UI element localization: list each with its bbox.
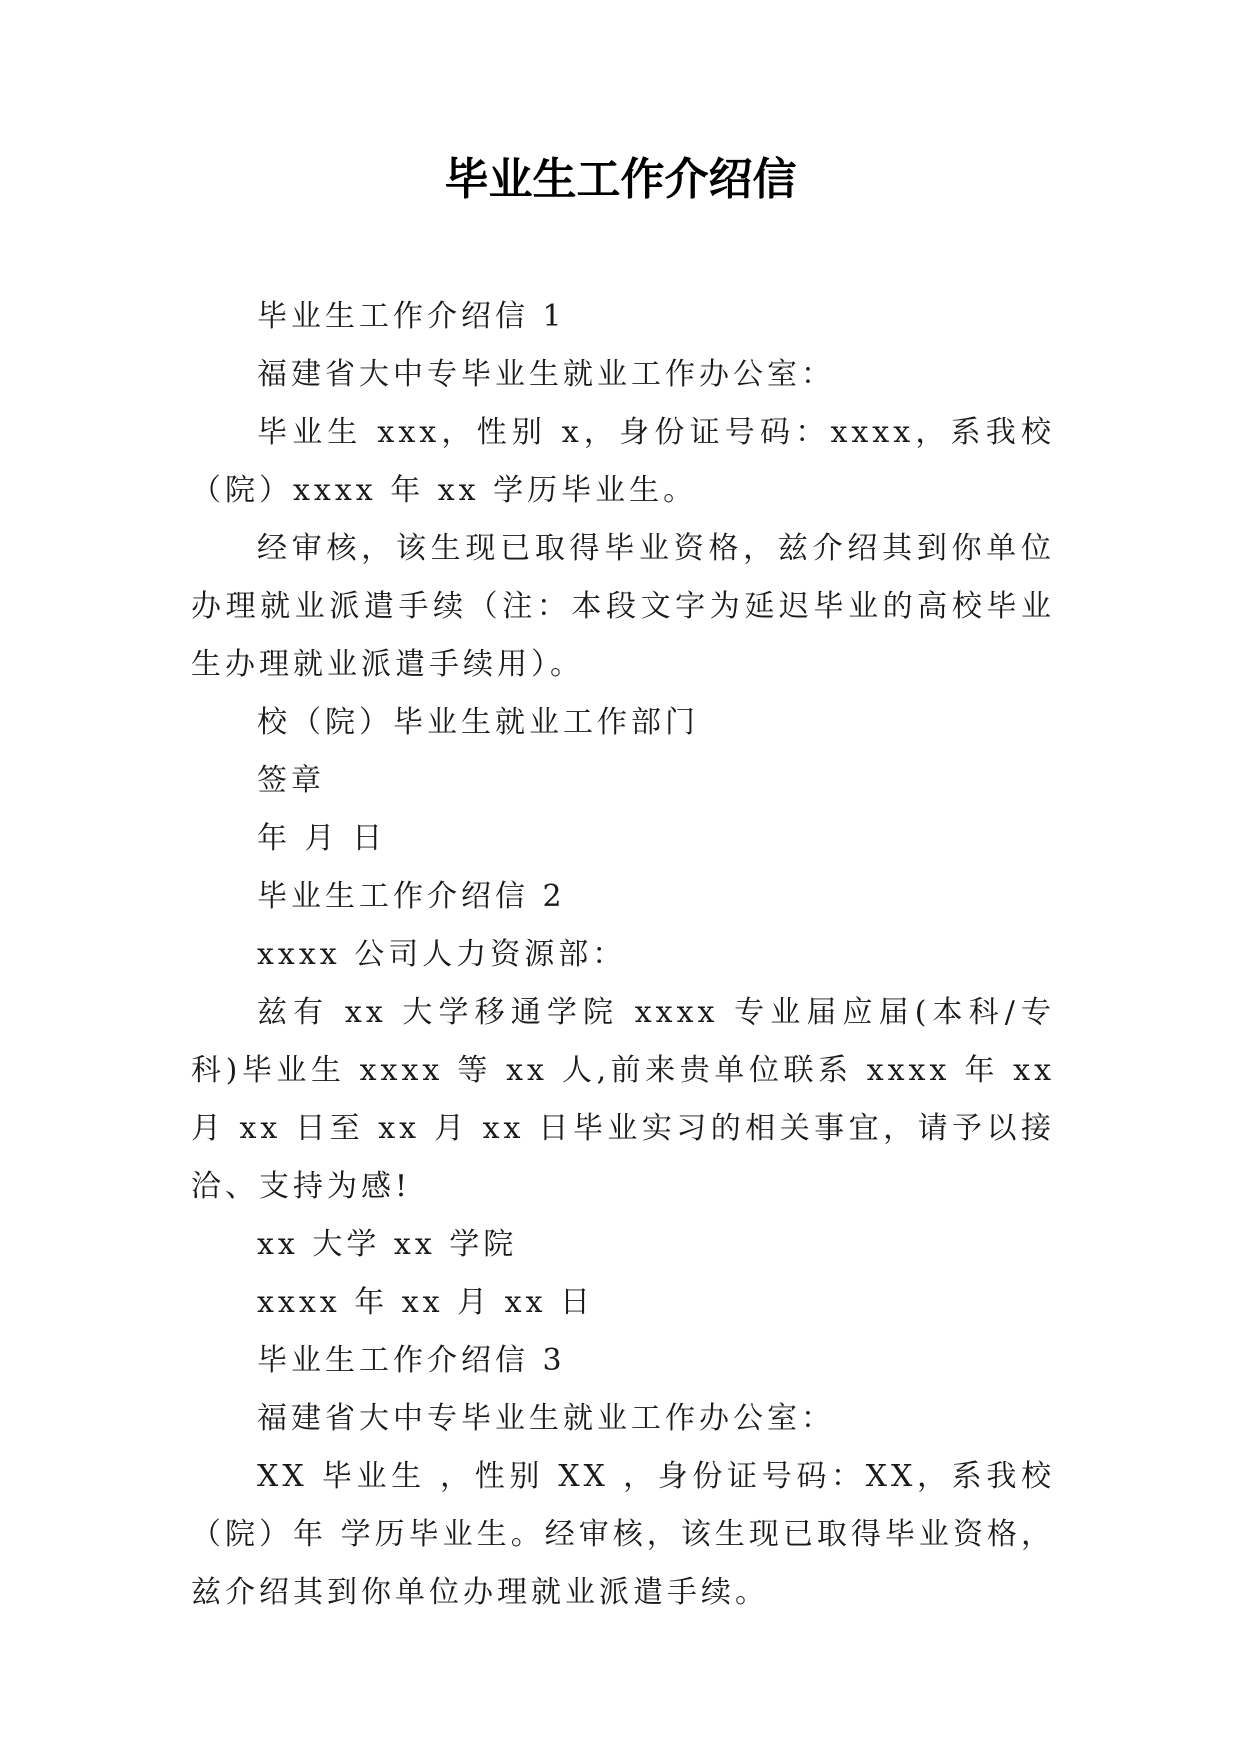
letter-1-seal: 签章 <box>257 763 325 798</box>
letter-1-heading: 毕业生工作介绍信 1 <box>257 299 566 334</box>
letter-1-recipient: 福建省大中专毕业生就业工作办公室： <box>257 357 835 392</box>
letter-3-heading: 毕业生工作介绍信 3 <box>257 1343 566 1378</box>
letter-1-issuer: 校（院）毕业生就业工作部门 <box>257 705 699 740</box>
letter-3-body: XX 毕业生 ，性别 XX ，身份证号码：XX，系我校（院）年 学历毕业生。经审核，该生现已取得毕业资格，兹介绍其到你单位办理就业派遣手续。 <box>191 1459 1055 1610</box>
letter-2-heading: 毕业生工作介绍信 2 <box>257 879 566 914</box>
document-title: 毕业生工作介绍信 <box>444 154 797 205</box>
letter-2-recipient: xxxx 公司人力资源部： <box>257 937 627 972</box>
letter-1-date: 年 月 日 <box>257 821 387 856</box>
letter-2-date: xxxx 年 xx 月 xx 日 <box>257 1285 595 1320</box>
letter-2-issuer: xx 大学 xx 学院 <box>257 1227 518 1262</box>
letter-1-student-info: 毕业生 xxx，性别 x，身份证号码：xxxx，系我校（院）xxxx 年 xx 学历毕业生。 <box>191 415 1055 508</box>
document-body <box>191 288 1055 1622</box>
letter-3-recipient: 福建省大中专毕业生就业工作办公室： <box>257 1401 835 1436</box>
letter-1-review-text: 经审核，该生现已取得毕业资格，兹介绍其到你单位办理就业派遣手续（注：本段文字为延迟毕业的高校毕业生办理就业派遣手续用）。 <box>191 531 1055 682</box>
letter-2-body: 兹有 xx 大学移通学院 xxxx 专业届应届(本科/专科)毕业生 xxxx 等 xx 人,前来贵单位联系 xxxx 年 xx 月 xx 日至 xx 月 xx 日毕业实习的相关事宜，请予以接洽、支持为感! <box>191 995 1055 1204</box>
